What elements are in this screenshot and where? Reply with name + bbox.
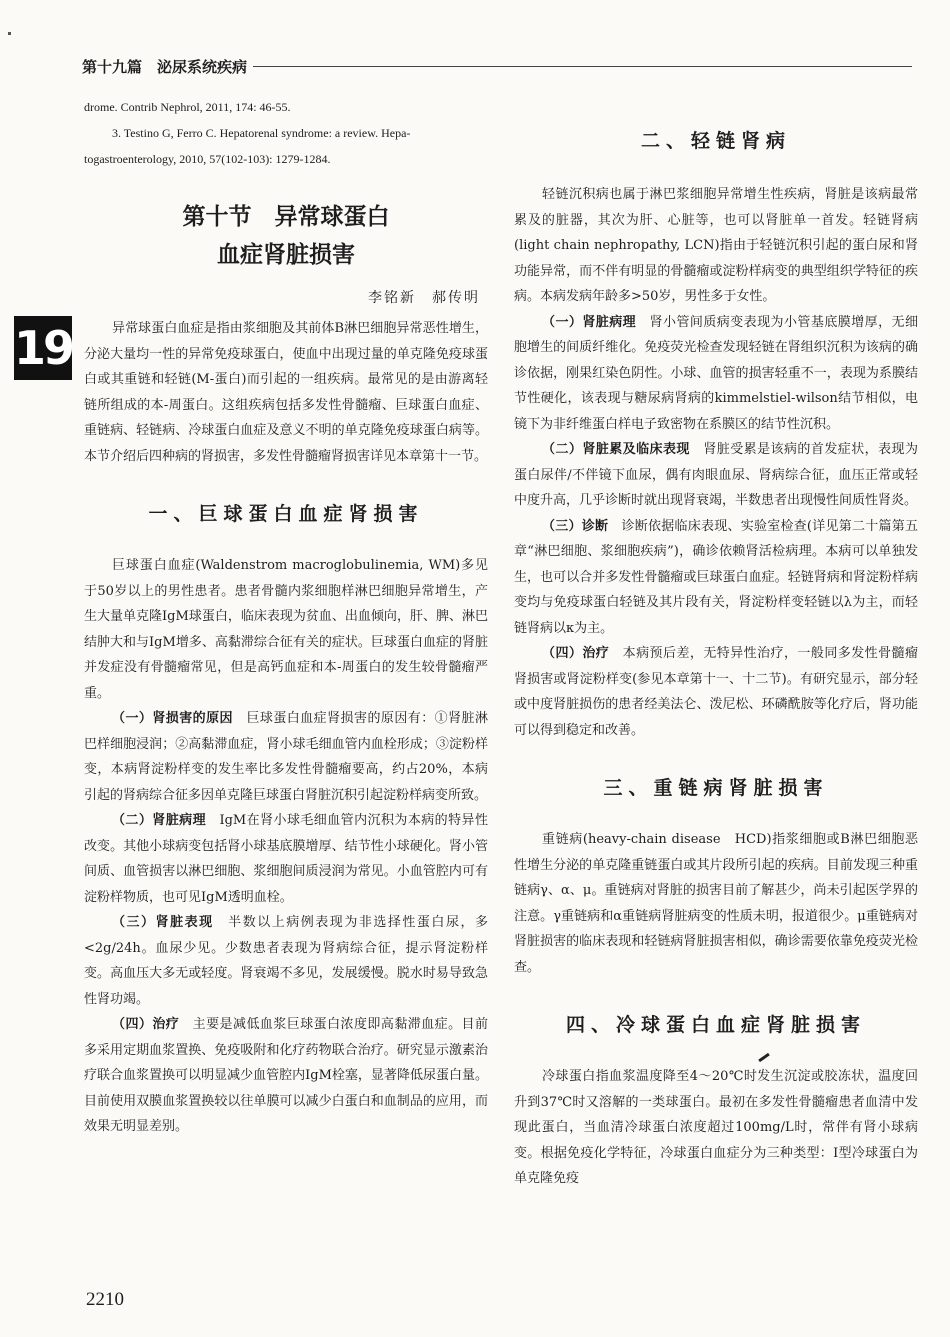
running-header <box>82 52 912 80</box>
heading-lcn: 二、轻链肾病 <box>640 130 791 152</box>
paragraph-text: 肾小管间质病变表现为小管基底膜增厚，无细胞增生的间质纤维化。免疫荧光检查发现轻链在肾组织沉积为该病的确诊依据，刚果红染色阴性。小球、血管的损害轻重不一，表现为系膜结节性硬化，该表现与糖尿病肾病的kimmelstiel-wilson结节相似，电镜下为非纤维蛋白样电子致密物在系膜区的结节性沉积。 <box>514 314 918 432</box>
wm-cause-paragraph <box>84 706 488 808</box>
section-title-line1: 第十节 异常球蛋白 <box>182 203 390 230</box>
reference-line: drome. Contrib Nephrol, 2011, 174: 46-55. <box>84 100 291 114</box>
hcd-paragraph: 重链病(heavy-chain disease HCD)指浆细胞或B淋巴细胞恶性增生分泌的单克隆重链蛋白或其片段所引起的疾病。目前发现三种重链病γ、α、μ。重链病对肾脏的损害目前了解甚少，尚未引起医学界的注意。γ重链病和α重链病肾脏病变的性质未明，报道很少。μ重链病对肾脏损害的临床表现和轻链病肾脏损害相似，确诊需要依靠免疫荧光检查。 <box>514 832 918 975</box>
heading-cryo: 四、冷球蛋白血症肾脏损害 <box>565 1014 866 1036</box>
subheading: （四）治疗 <box>112 1017 180 1032</box>
lcn-treatment-paragraph <box>514 641 918 743</box>
subheading: （四）治疗 <box>542 646 610 661</box>
scan-mark <box>8 32 11 35</box>
subheading: （一）肾损害的原因 <box>112 711 233 726</box>
chapter-tab: 19 <box>14 316 72 380</box>
reference-line: 3. Testino G, Ferro C. Hepatorenal syndrome: a review. Hepa- <box>112 126 411 140</box>
paragraph-text: 半数以上病例表现为非选择性蛋白尿，多<2g/24h。血尿少见。少数患者表现为肾病综合征，提示肾淀粉样变。高血压大多无或轻度。肾衰竭不多见，发展缓慢。脱水时易导致急性肾功竭。 <box>84 915 488 1007</box>
reference-line: togastroenterology, 2010, 57(102-103): 1279-1284. <box>84 152 331 166</box>
lcn-clinical-paragraph <box>514 437 918 514</box>
heading-wm: 一、巨球蛋白血症肾损害 <box>148 503 424 525</box>
header-title: 第十九篇 泌尿系统疾病 <box>82 57 248 76</box>
section-title <box>84 198 488 274</box>
subheading: （一）肾脏病理 <box>542 314 637 330</box>
wm-intro-paragraph: 巨球蛋白血症(Waldenstrom macroglobulinemia, WM)多见于50岁以上的男性患者。患者骨髓内浆细胞样淋巴细胞异常增生，产生大量单克隆IgM球蛋白，临床表现为贫血、出血倾向，肝、脾、淋巴结肿大和与IgM增多、高黏滞综合征有关的症状。巨球蛋白血症的肾脏并发症没有骨髓瘤常见，但是高钙血症和本-周蛋白的发生较骨髓瘤严重。 <box>84 558 488 701</box>
right-column <box>514 118 918 1192</box>
wm-manifest-paragraph <box>84 910 488 1012</box>
header-rule <box>253 66 912 67</box>
left-column <box>84 94 488 1140</box>
cryo-paragraph: 冷球蛋白指血浆温度降至4～20℃时发生沉淀或胶冻状，温度回升到37℃时又溶解的一类球蛋白。最初在多发性骨髓瘤患者血清中发现此蛋白，当血清冷球蛋白浓度超过100mg/L时，常伴有肾小球病变。根据免疫化学特征，冷球蛋白血症分为三种类型：Ⅰ型冷球蛋白为单克隆免疫 <box>514 1069 918 1186</box>
paragraph-text: 本病预后差，无特异性治疗，一般同多发性骨髓瘤肾损害或肾淀粉样变(参见本章第十一、十二节)。有研究显示，部分轻或中度肾脏损伤的患者经美法仑、泼尼松、环磷酰胺等化疗后，肾功能可以得到稳定和改善。 <box>514 646 918 738</box>
paragraph-text: 诊断依据临床表现、实验室检查(详见第二十篇第五章“淋巴细胞、浆细胞疾病”)，确诊依赖肾活检病理。本病可以单独发生，也可以合并多发性骨髓瘤或巨球蛋白血症。轻链肾病和肾淀粉样病变均与免疫球蛋白轻链及其片段有关，肾淀粉样变轻链以λ为主，而轻链肾病以κ为主。 <box>514 518 918 636</box>
paragraph-text: IgM在肾小球毛细血管内沉积为本病的特异性改变。其他小球病变包括肾小球基底膜增厚、结节性小球硬化。肾小管间质、血管损害以淋巴细胞、浆细胞间质浸润为常见。小血管腔内可有淀粉样物质，也可见IgM透明血栓。 <box>84 813 488 905</box>
lcn-pathology-paragraph <box>514 310 918 438</box>
subheading: （二）肾脏病理 <box>112 813 207 828</box>
heading-hcd: 三、重链病肾脏损害 <box>603 777 829 799</box>
paragraph-text: 巨球蛋白血症肾损害的原因有：①肾脏淋巴样细胞浸润；②高黏滞血症，肾小球毛细血管内血栓形成；③淀粉样变，本病肾淀粉样变的发生率比多发性骨髓瘤要高，约占20%，本病引起的肾病综合征多因单克隆巨球蛋白肾脏沉积引起淀粉样病变所致。 <box>84 711 488 803</box>
wm-pathology-paragraph <box>84 808 488 910</box>
paragraph-text: 主要是减低血浆巨球蛋白浓度即高黏滞血症。目前多采用定期血浆置换、免疫吸附和化疗药物联合治疗。研究显示激素治疗联合血浆置换可以明显减少血管腔内IgM栓塞，显著降低尿蛋白量。目前使用双膜血浆置换较以往单膜可以减少白蛋白和血制品的应用，而效果无明显差别。 <box>84 1017 488 1134</box>
subheading: （三）诊断 <box>542 518 609 534</box>
intro-paragraph: 异常球蛋白血症是指由浆细胞及其前体B淋巴细胞异常恶性增生，分泌大量均一性的异常免疫球蛋白，使血中出现过量的单克隆免疫球蛋白或其重链和轻链(M-蛋白)而引起的一组疾病。最常见的是由游离轻链所组成的本-周蛋白。这组疾病包括多发性骨髓瘤、巨球蛋白血症、重链病、轻链病、冷球蛋白血症及意义不明的单克隆免疫球蛋白病等。本节介绍后四种病的肾损害，多发性骨髓瘤肾损害详见本章第十一节。 <box>84 321 488 464</box>
authors: 李铭新 郝传明 <box>368 290 480 306</box>
subheading: （二）肾脏累及临床表现 <box>542 442 690 457</box>
lcn-intro-paragraph: 轻链沉积病也属于淋巴浆细胞异常增生性疾病，肾脏是该病最常累及的脏器，其次为肝、心脏等，也可以肾脏单一首发。轻链肾病(light chain nephropathy, LCN)指由于轻链沉积引起的蛋白尿和肾功能异常，而不伴有明显的骨髓瘤或淀粉样病变的典型组织学特征的疾病。本病发病年龄多>50岁，男性多于女性。 <box>514 187 918 304</box>
paragraph-text: 肾脏受累是该病的首发症状，表现为蛋白尿伴/不伴镜下血尿，偶有肉眼血尿、肾病综合征，血压正常或轻中度升高，几乎诊断时就出现肾衰竭，半数患者出现慢性间质性肾炎。 <box>514 442 918 508</box>
wm-treatment-paragraph <box>84 1012 488 1140</box>
subheading: （三）肾脏表现 <box>112 915 214 930</box>
page-number: 2210 <box>86 1289 124 1310</box>
section-title-line2: 血症肾脏损害 <box>217 241 355 268</box>
lcn-diagnosis-paragraph <box>514 514 918 642</box>
